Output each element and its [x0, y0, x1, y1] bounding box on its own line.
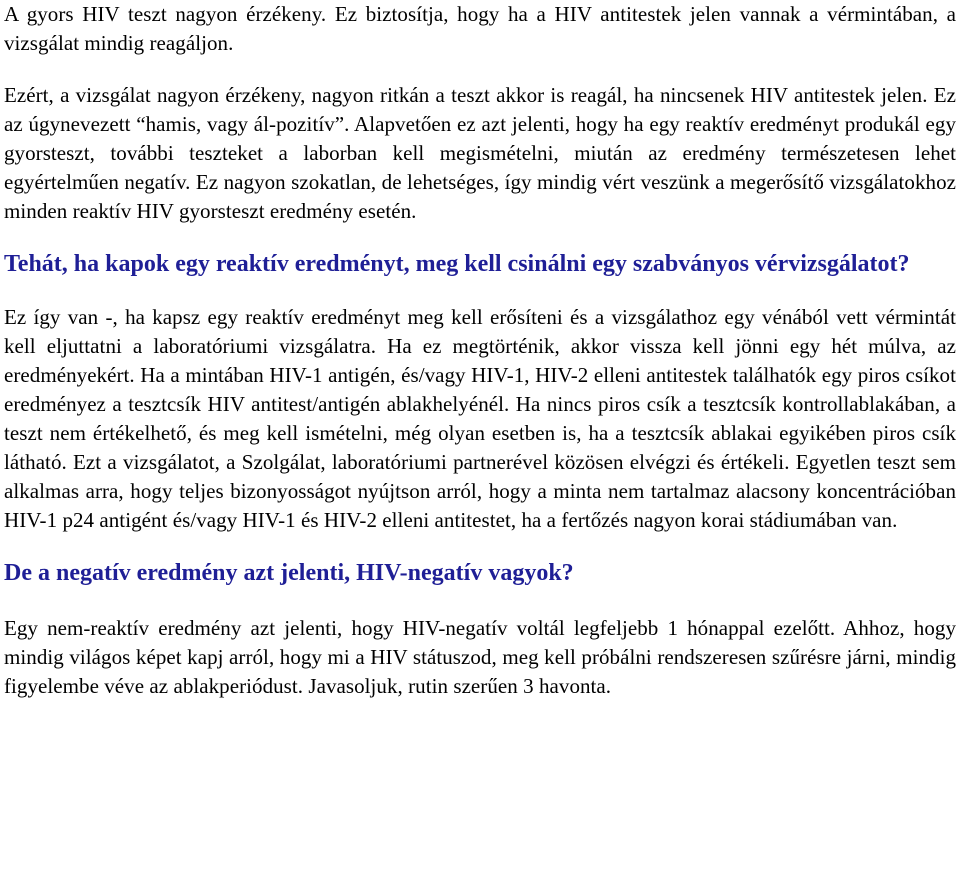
paragraph-confirmation-testing: Ez így van -, ha kapsz egy reaktív eredményt meg kell erősíteni és a vizsgálathoz egy vénából vett vérmintát kell eljuttatni a laboratóriumi vizsgálatra. Ha ez megtörténik, akkor vissza kell jönni egy hét múlva, az eredményekért. Ha a mintában HIV-1 antigén, és/vagy HIV-1, HIV-2 elleni antitestek találhatók egy piros csíkot eredményez a tesztcsík HIV antitest/antigén ablakhelyénél. Ha nincs piros csík a tesztcsík kontrollablakában, a teszt nem értékelhető, és meg kell ismételni, még olyan esetben is, ha a tesztcsík ablakai egyikében piros csík látható. Ezt a vizsgálatot, a Szolgálat, laboratóriumi partnerével közösen elvégzi és értékeli. Egyetlen teszt sem alkalmas arra, hogy teljes bizonyosságot nyújtson arról, hogy a minta nem tartalmaz alacsony koncentrációban HIV-1 p24 antigént és/vagy HIV-1 és HIV-2 elleni antitestet, ha a fertőzés nagyon korai stádiumában van. — [4, 305, 956, 532]
paragraph-negative-result: Egy nem-reaktív eredmény azt jelenti, hogy HIV-negatív voltál legfeljebb 1 hónappal ezelőtt. Ahhoz, hogy mindig világos képet kapj arról, hogy mi a HIV státuszod, meg kell próbálni rendszeresen szűrésre járni, mindig figyelembe véve az ablakperiódust. Javasoljuk, rutin szerűen 3 havonta. — [4, 616, 956, 698]
heading-negative-result-question: De a negatív eredmény azt jelenti, HIV-negatív vagyok? — [4, 560, 574, 586]
paragraph-false-positive: Ezért, a vizsgálat nagyon érzékeny, nagyon ritkán a teszt akkor is reagál, ha nincsenek HIV antitestek jelen. Ez az úgynevezett “hamis, vagy ál-pozitív”. Alapvetően ez azt jelenti, hogy ha egy reaktív eredményt produkál egy gyorsteszt, további teszteket a laborban kell megismételni, miután az eredmény természetesen lehet egyértelműen negatív. Ez nagyon szokatlan, de lehetséges, így mindig vért veszünk a megerősítő vizsgálatokhoz minden reaktív HIV gyorsteszt eredmény esetén. — [4, 83, 956, 223]
paragraph-test-sensitivity: A gyors HIV teszt nagyon érzékeny. Ez biztosítja, hogy ha a HIV antitestek jelen vannak a vérmintában, a vizsgálat mindig reagáljon. — [4, 2, 956, 55]
heading-reactive-result-question: Tehát, ha kapok egy reaktív eredményt, meg kell csinálni egy szabványos vérvizsgálatot? — [4, 251, 910, 277]
document-page — [4, 0, 956, 701]
